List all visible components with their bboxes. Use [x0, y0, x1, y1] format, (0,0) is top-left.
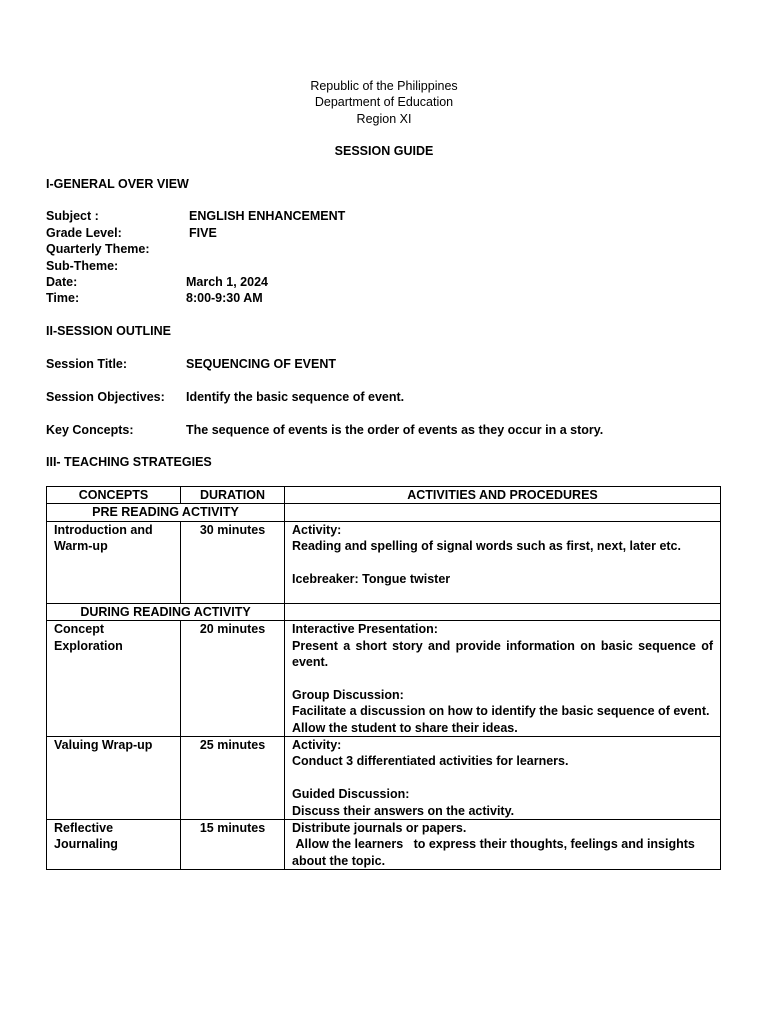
activities-cell	[285, 820, 721, 870]
activity-line: Activity:	[292, 522, 342, 537]
pre-reading-activity-label: PRE READING ACTIVITY	[47, 504, 285, 521]
table-row	[47, 621, 721, 737]
activity-line: Reading and spelling of signal words such as first, next, later etc.	[292, 539, 681, 554]
concept-text: Reflective	[54, 821, 114, 836]
spacer	[292, 555, 713, 571]
activity-line: Distribute journals or papers.	[292, 821, 467, 836]
section-session-outline-heading: II-SESSION OUTLINE	[46, 324, 172, 338]
section-general-overview-heading: I-GENERAL OVER VIEW	[46, 177, 189, 191]
session-title-value: SEQUENCING OF EVENT	[186, 357, 337, 371]
column-header-activities: ACTIVITIES AND PROCEDURES	[285, 487, 721, 504]
grade-level-value: FIVE	[189, 226, 217, 240]
concept-text: Introduction and	[54, 522, 153, 537]
activity-line: Allow the student to share their ideas.	[292, 720, 518, 735]
duration-cell: 30 minutes	[181, 521, 285, 603]
activity-line: Interactive Presentation:	[292, 622, 438, 637]
concept-cell	[47, 737, 181, 820]
date-value: March 1, 2024	[186, 275, 268, 289]
sub-theme-label: Sub-Theme:	[46, 259, 119, 273]
concept-cell	[47, 820, 181, 870]
table-section-row	[47, 603, 721, 620]
concept-text: Warm-up	[54, 539, 108, 554]
time-label: Time:	[46, 291, 80, 305]
key-concepts-label: Key Concepts:	[46, 423, 134, 437]
table-row	[47, 820, 721, 870]
subject-label: Subject :	[46, 209, 99, 223]
grade-level-label: Grade Level:	[46, 226, 122, 240]
column-header-concepts: CONCEPTS	[47, 487, 181, 504]
header-region: Region XI	[356, 111, 412, 126]
session-objectives-label: Session Objectives:	[46, 390, 165, 404]
letterhead	[0, 78, 768, 127]
key-concepts-value: The sequence of events is the order of events as they occur in a story.	[186, 423, 604, 437]
activities-cell	[285, 621, 721, 737]
activity-line: Group Discussion:	[292, 687, 404, 702]
empty-cell	[285, 603, 721, 620]
table-header-row	[47, 487, 721, 504]
duration-cell: 25 minutes	[181, 737, 285, 820]
concept-text: Journaling	[54, 837, 118, 852]
activity-line: Activity:	[292, 738, 342, 753]
concept-text: Exploration	[54, 638, 123, 653]
section-teaching-strategies-heading: III- TEACHING STRATEGIES	[46, 455, 212, 469]
session-objectives-value: Identify the basic sequence of event.	[186, 390, 405, 404]
activity-line: Present a short story and provide information on basic sequence of event.	[292, 638, 713, 670]
header-department: Department of Education	[314, 95, 454, 110]
activity-line: Guided Discussion:	[292, 787, 410, 802]
concept-text: Valuing Wrap-up	[54, 738, 153, 753]
spacer	[292, 770, 713, 786]
header-country: Republic of the Philippines	[310, 79, 458, 93]
concept-cell	[47, 521, 181, 603]
table-row	[47, 737, 721, 820]
activity-line: Conduct 3 differentiated activities for learners.	[292, 754, 569, 769]
duration-cell: 20 minutes	[181, 621, 285, 737]
table-row	[47, 521, 721, 603]
activities-cell	[285, 737, 721, 820]
date-label: Date:	[46, 275, 78, 289]
activities-cell	[285, 521, 721, 603]
activity-line: Icebreaker: Tongue twister	[292, 572, 451, 587]
spacer	[292, 670, 713, 686]
activity-line: Allow the learners to express their thoughts, feelings and insights about the topic.	[292, 837, 699, 868]
empty-cell	[285, 504, 721, 521]
during-reading-activity-label: DURING READING ACTIVITY	[47, 603, 285, 620]
time-value: 8:00-9:30 AM	[186, 291, 263, 305]
activity-line: Discuss their answers on the activity.	[292, 803, 515, 818]
column-header-duration: DURATION	[181, 487, 285, 504]
activity-line: Facilitate a discussion on how to identify the basic sequence of event.	[292, 704, 710, 719]
duration-cell: 15 minutes	[181, 820, 285, 870]
concept-cell	[47, 621, 181, 737]
quarterly-theme-label: Quarterly Theme:	[46, 242, 150, 256]
document-title: SESSION GUIDE	[334, 144, 434, 158]
concept-text: Concept	[54, 622, 104, 637]
table-section-row	[47, 504, 721, 521]
teaching-strategies-table	[46, 486, 721, 870]
session-title-label: Session Title:	[46, 357, 128, 371]
subject-value: ENGLISH ENHANCEMENT	[189, 209, 346, 223]
